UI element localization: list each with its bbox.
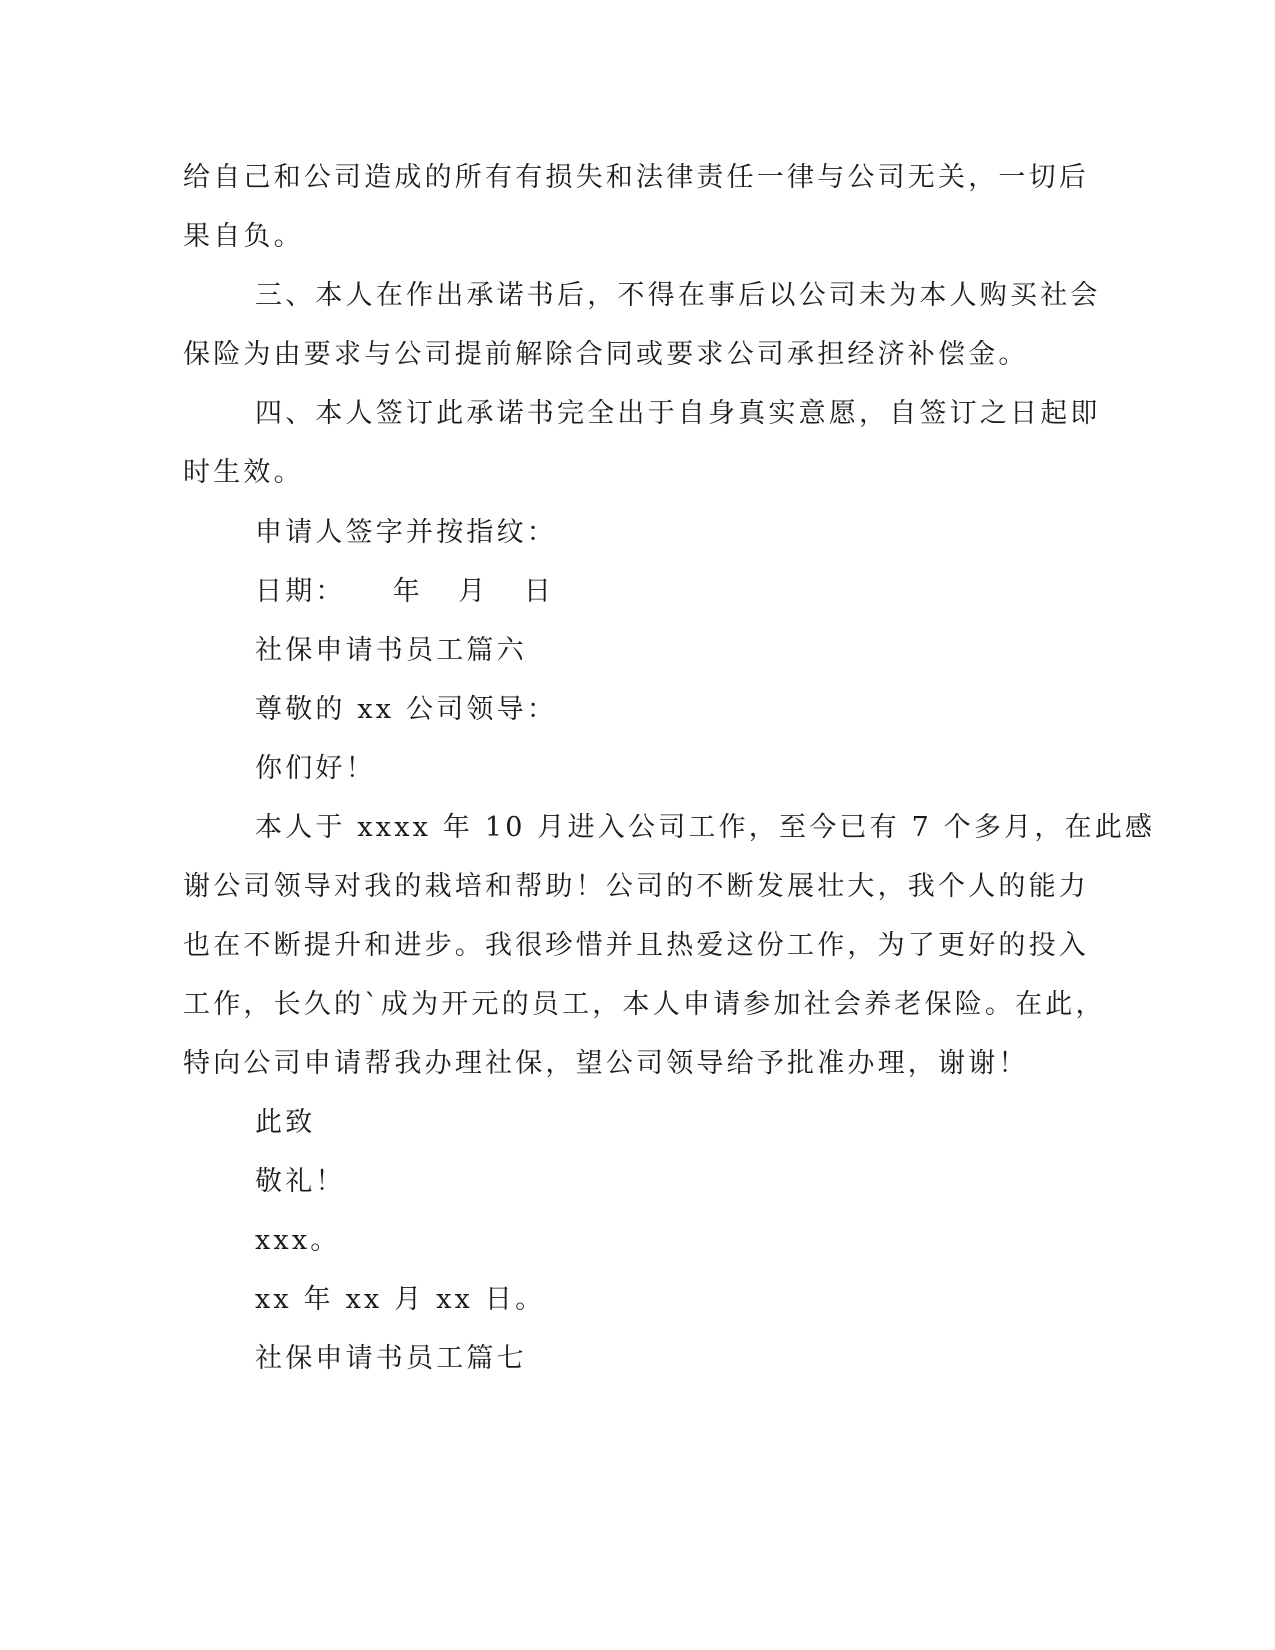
salutation: 尊敬的 xx 公司领导： xyxy=(255,694,558,725)
paragraph-line: 果自负。 xyxy=(183,221,304,252)
paragraph-line: 三、本人在作出承诺书后，不得在事后以公司未为本人购买社会 xyxy=(255,280,1101,311)
closing-line: 敬礼！ xyxy=(255,1166,346,1197)
closing-line: 此致 xyxy=(255,1107,316,1138)
paragraph-line: 本人于 xxxx 年 10 月进入公司工作，至今已有 7 个多月，在此感 xyxy=(255,812,1156,843)
paragraph-line: 给自己和公司造成的所有有损失和法律责任一律与公司无关，一切后 xyxy=(183,162,1089,193)
paragraph-line: 保险为由要求与公司提前解除合同或要求公司承担经济补偿金。 xyxy=(183,339,1029,370)
signature-label: 申请人签字并按指纹： xyxy=(255,517,557,548)
date-label: 日期： 年 月 日 xyxy=(255,576,555,607)
section-heading: 社保申请书员工篇七 xyxy=(255,1343,527,1374)
paragraph-line: 也在不断提升和进步。我很珍惜并且热爱这份工作，为了更好的投入 xyxy=(183,930,1089,961)
section-heading: 社保申请书员工篇六 xyxy=(255,635,527,666)
greeting: 你们好！ xyxy=(255,753,376,784)
paragraph-line: 工作，长久的`成为开元的员工，本人申请参加社会养老保险。在此， xyxy=(183,989,1106,1020)
paragraph-line: 四、本人签订此承诺书完全出于自身真实意愿，自签订之日起即 xyxy=(255,398,1101,429)
paragraph-line: 特向公司申请帮我办理社保，望公司领导给予批准办理，谢谢！ xyxy=(183,1048,1029,1079)
letter-date: xx 年 xx 月 xx 日。 xyxy=(255,1284,546,1315)
paragraph-line: 谢公司领导对我的栽培和帮助！公司的不断发展壮大，我个人的能力 xyxy=(183,871,1089,902)
sender-name: xxx。 xyxy=(255,1225,341,1256)
paragraph-line: 时生效。 xyxy=(183,457,304,488)
